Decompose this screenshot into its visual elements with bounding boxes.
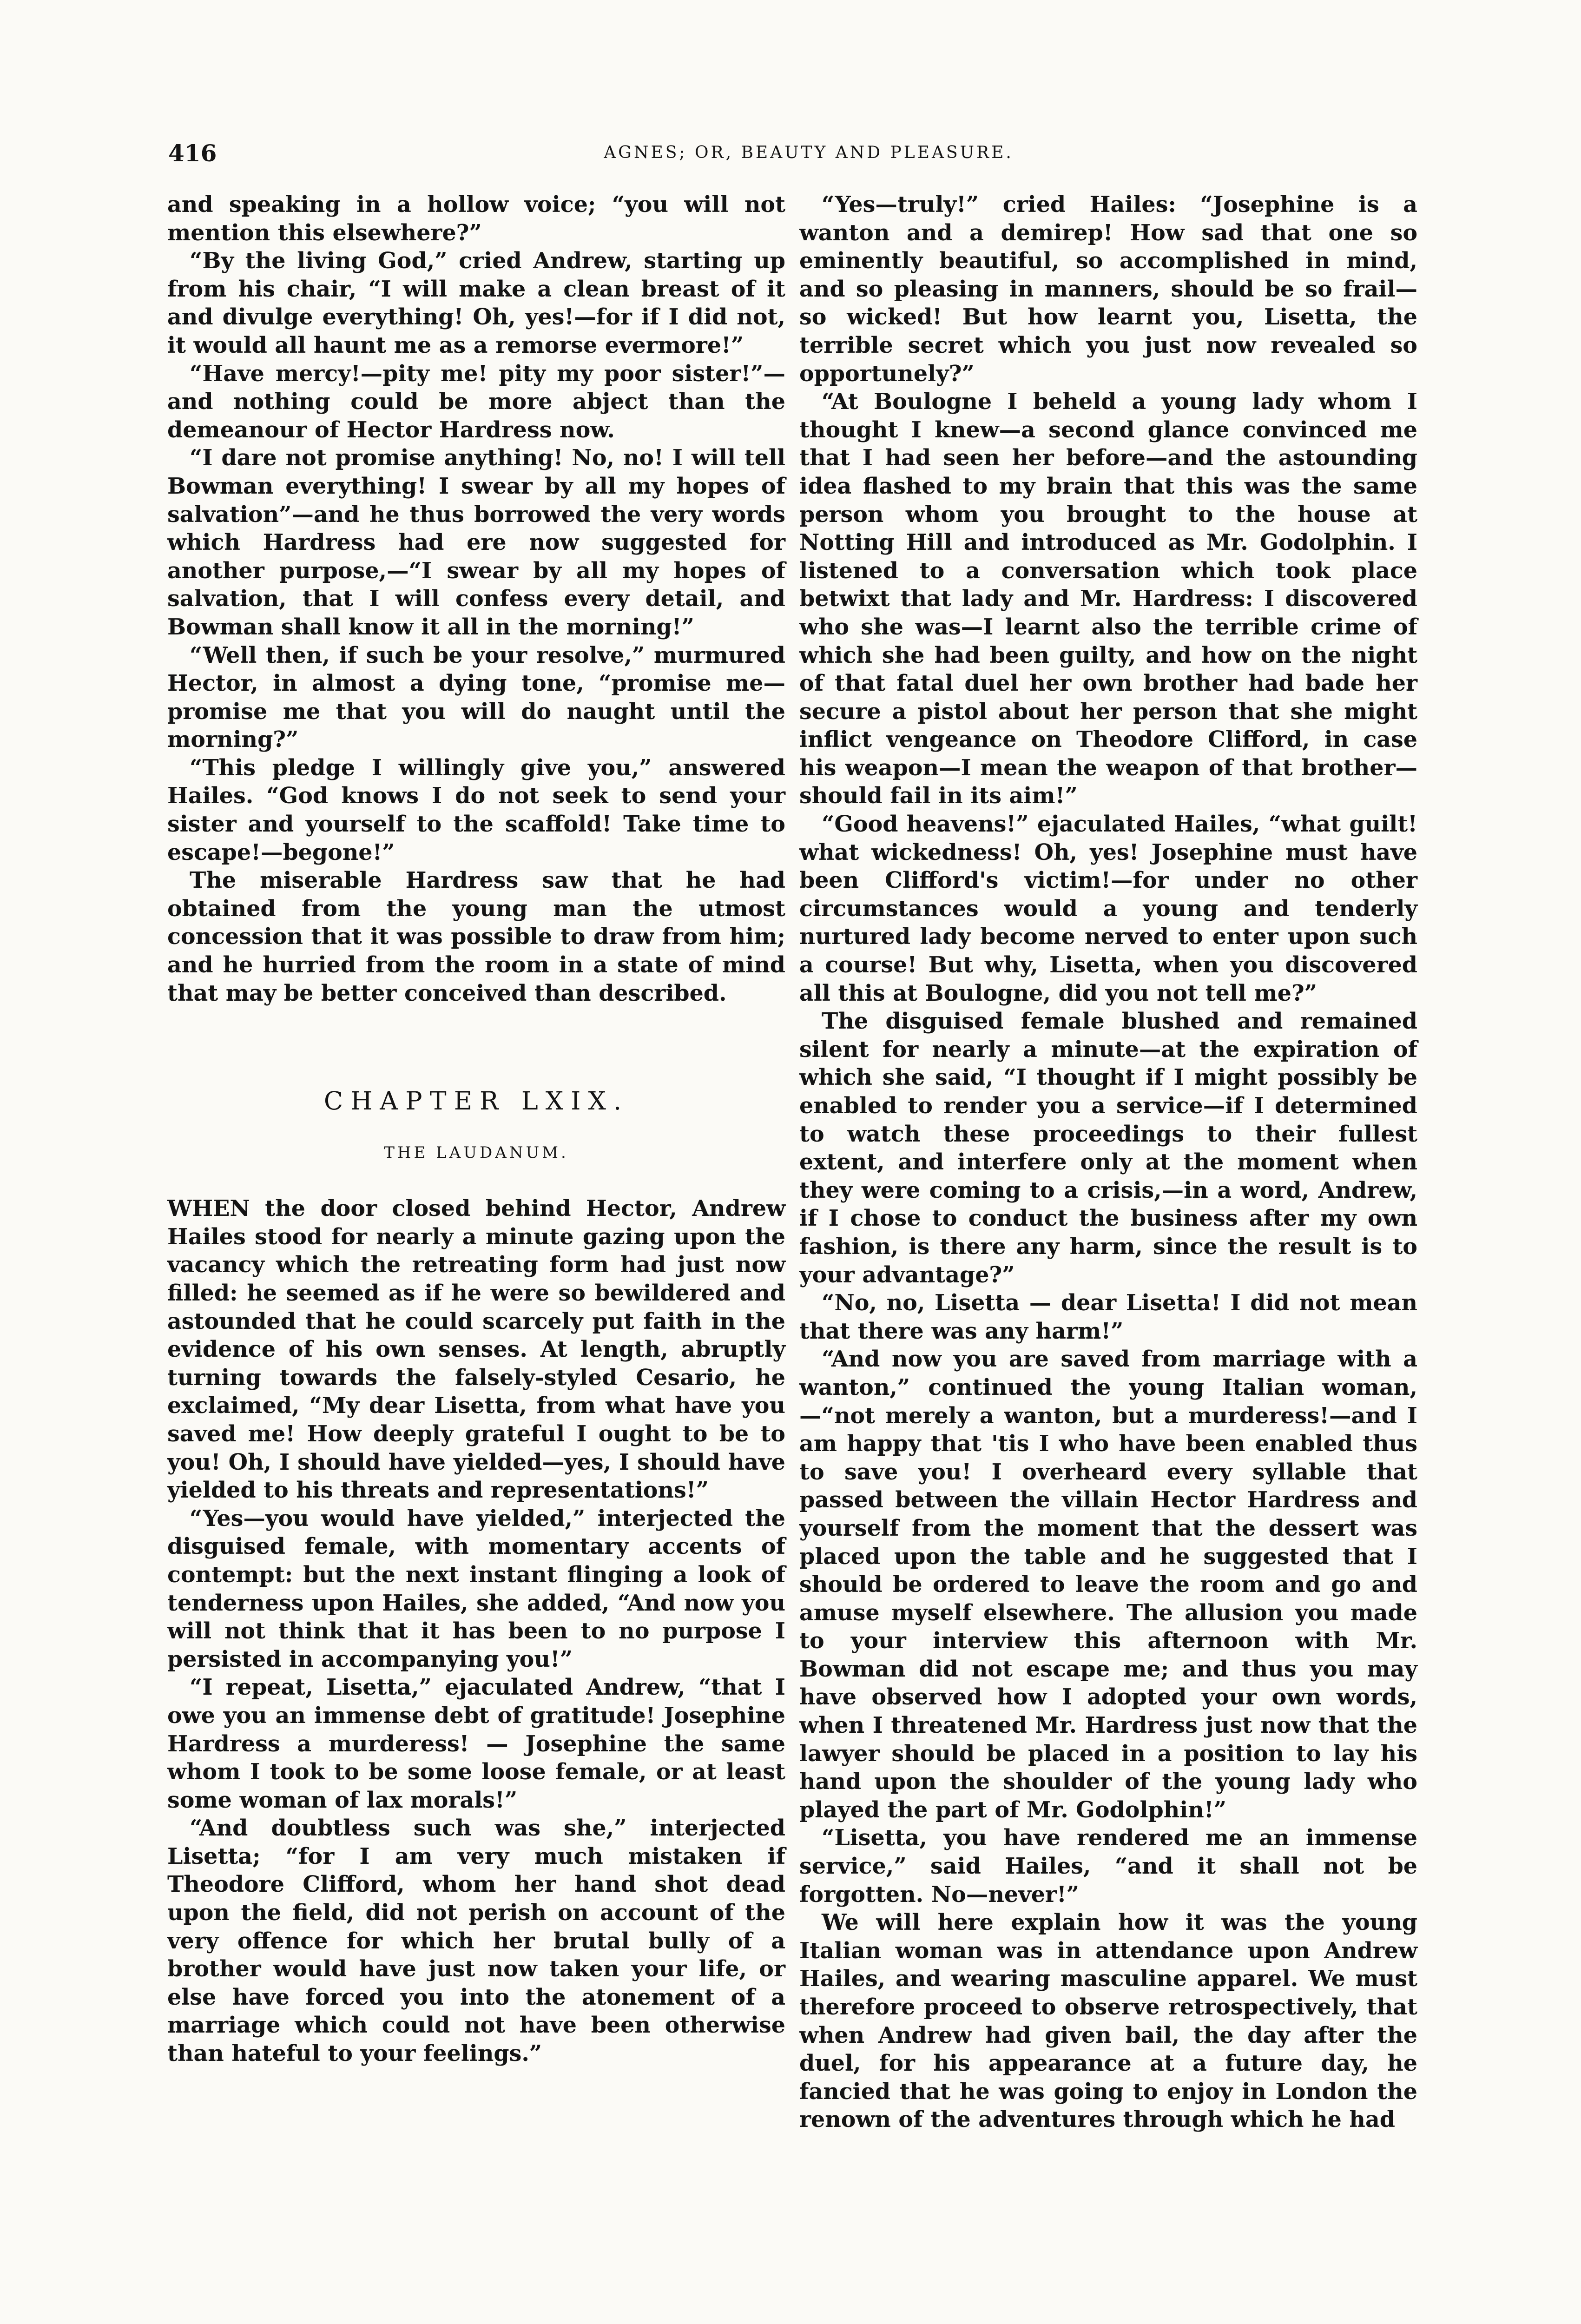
paragraph: “And now you are saved from marriage with a wanton,” continued the young Italian woman,—“not merely a wanton, but a murderess!—and I am happy that 'tis I who have been enabled thus to save you! I overheard every syllable that passed between the villain Hector Hardress and yourself from the moment that the dessert was placed upon the table and he suggested that I should be ordered to leave the room and go and amuse myself elsewhere. The allusion you made to your interview this afternoon with Mr. Bowman did not escape me; and thus you may have observed how I adopted your own words, when I threatened Mr. Hardress just now that the lawyer should be placed in a position to lay his hand upon the shoulder of the young lady who played the part of Mr. Godolphin!” (799, 1346, 1417, 1823)
paragraph: “Have mercy!—pity me! pity my poor sister!”—and nothing could be more abject than the demeanour of Hector Hardress now. (167, 360, 785, 443)
chapter-heading (167, 1086, 785, 1162)
left-column (167, 191, 785, 2068)
paragraph: “Yes—truly!” cried Hailes: “Josephine is a wanton and a demirep! How sad that one so eminently beautiful, so accomplished in mind, and so pleasing in manners, should be so frail—so wicked! But how learnt you, Lisetta, the terrible secret which you just now revealed so opportunely?” (799, 191, 1417, 387)
paragraph: “I dare not promise anything! No, no! I will tell Bowman everything! I swear by all my hopes of salvation”—and he thus borrowed the very words which Hardress had ere now suggested for another purpose,—“I swear by all my hopes of salvation, that I will confess every detail, and Bowman shall know it all in the morning!” (167, 445, 785, 640)
paragraph: The miserable Hardress saw that he had obtained from the young man the utmost concession that it was possible to draw from him; and he hurried from the room in a state of mind that may be better conceived than described. (167, 867, 785, 1006)
paragraph: and speaking in a hollow voice; “you will not mention this elsewhere?” (167, 191, 785, 246)
chapter-subtitle: THE LAUDANUM. (384, 1143, 569, 1162)
paragraph: We will here explain how it was the young Italian woman was in attendance upon Andrew Hailes, and wearing masculine apparel. We must therefore proceed to observe retrospectively, that when Andrew had given bail, the day after the duel, for his appearance at a future day, he fancied that he was going to enjoy in London the renown of the adventures through which he had (799, 1909, 1417, 2133)
paragraph: WHEN the door closed behind Hector, Andrew Hailes stood for nearly a minute gazing upon the vacancy which the retreating form had just now filled: he seemed as if he were so bewildered and astounded that he could scarcely put faith in the evidence of his own senses. At length, abruptly turning towards the falsely-styled Cesario, he exclaimed, “My dear Lisetta, from what have you saved me! How deeply grateful I ought to be to you! Oh, I should have yielded—yes, I should have yielded to his threats and representations!” (167, 1195, 785, 1504)
chapter-title: CHAPTER LXIX. (323, 1086, 629, 1116)
page-header (0, 139, 1581, 172)
paragraph: “Lisetta, you have rendered me an immense service,” said Hailes, “and it shall not be forgotten. No—never!” (799, 1825, 1417, 1908)
paragraph: “By the living God,” cried Andrew, starting up from his chair, “I will make a clean breast of it and divulge everything! Oh, yes!—for if I did not, it would all haunt me as a remorse evermore!” (167, 248, 785, 358)
running-title: AGNES; OR, BEAUTY AND PLEASURE. (604, 143, 1014, 162)
paragraph: “Yes—you would have yielded,” interjected the disguised female, with momentary accents of contempt: but the next instant flinging a look of tenderness upon Hailes, she added, “And now you will not think that it has been to no purpose I persisted in accompanying you!” (167, 1505, 785, 1672)
paragraph: “This pledge I willingly give you,” answered Hailes. “God knows I do not seek to send your sister and yourself to the scaffold! Take time to escape!—begone!” (167, 754, 785, 865)
paragraph: “Well then, if such be your resolve,” murmured Hector, in almost a dying tone, “promise me—promise me that you will do naught until the morning?” (167, 642, 785, 753)
paragraph: “At Boulogne I beheld a young lady whom I thought I knew—a second glance convinced me that I had seen her before—and the astounding idea flashed to my brain that this was the same person whom you brought to the house at Notting Hill and introduced as Mr. Godolphin. I listened to a conversation which took place betwixt that lady and Mr. Hardress: I discovered who she was—I learnt also the terrible crime of which she had been guilty, and how on the night of that fatal duel her own brother had bade her secure a pistol about her person that she might inflict vengeance on Theodore Clifford, in case his weapon—I mean the weapon of that brother—should fail in its aim!” (799, 389, 1417, 809)
paragraph: The disguised female blushed and remained silent for nearly a minute—at the expiration of which she said, “I thought if I might possibly be enabled to render you a service—if I determined to watch these proceedings to their fullest extent, and interfere only at the moment when they were coming to a crisis,—in a word, Andrew, if I chose to conduct the business after my own fashion, is there any harm, since the result is to your advantage?” (799, 1008, 1417, 1288)
page-number: 416 (168, 139, 217, 167)
paragraph: “No, no, Lisetta — dear Lisetta! I did not mean that there was any harm!” (799, 1290, 1417, 1344)
right-column (799, 191, 1417, 2134)
paragraph: “I repeat, Lisetta,” ejaculated Andrew, “that I owe you an immense debt of gratitude! Josephine Hardress a murderess! — Josephine the same whom I took to be some loose female, or at least some woman of lax morals!” (167, 1674, 785, 1813)
paragraph: “And doubtless such was she,” interjected Lisetta; “for I am very much mistaken if Theodore Clifford, whom her hand shot dead upon the field, did not perish on account of the very offence for which her brutal bully of a brother would have just now taken your life, or else have forced you into the atonement of a marriage which could not have been otherwise than hateful to your feelings.” (167, 1815, 785, 2067)
paragraph: “Good heavens!” ejaculated Hailes, “what guilt! what wickedness! Oh, yes! Josephine must have been Clifford's victim!—for under no other circumstances would a young and tenderly nurtured lady become nerved to enter upon such a course! But why, Lisetta, when you discovered all this at Boulogne, did you not tell me?” (799, 811, 1417, 1006)
